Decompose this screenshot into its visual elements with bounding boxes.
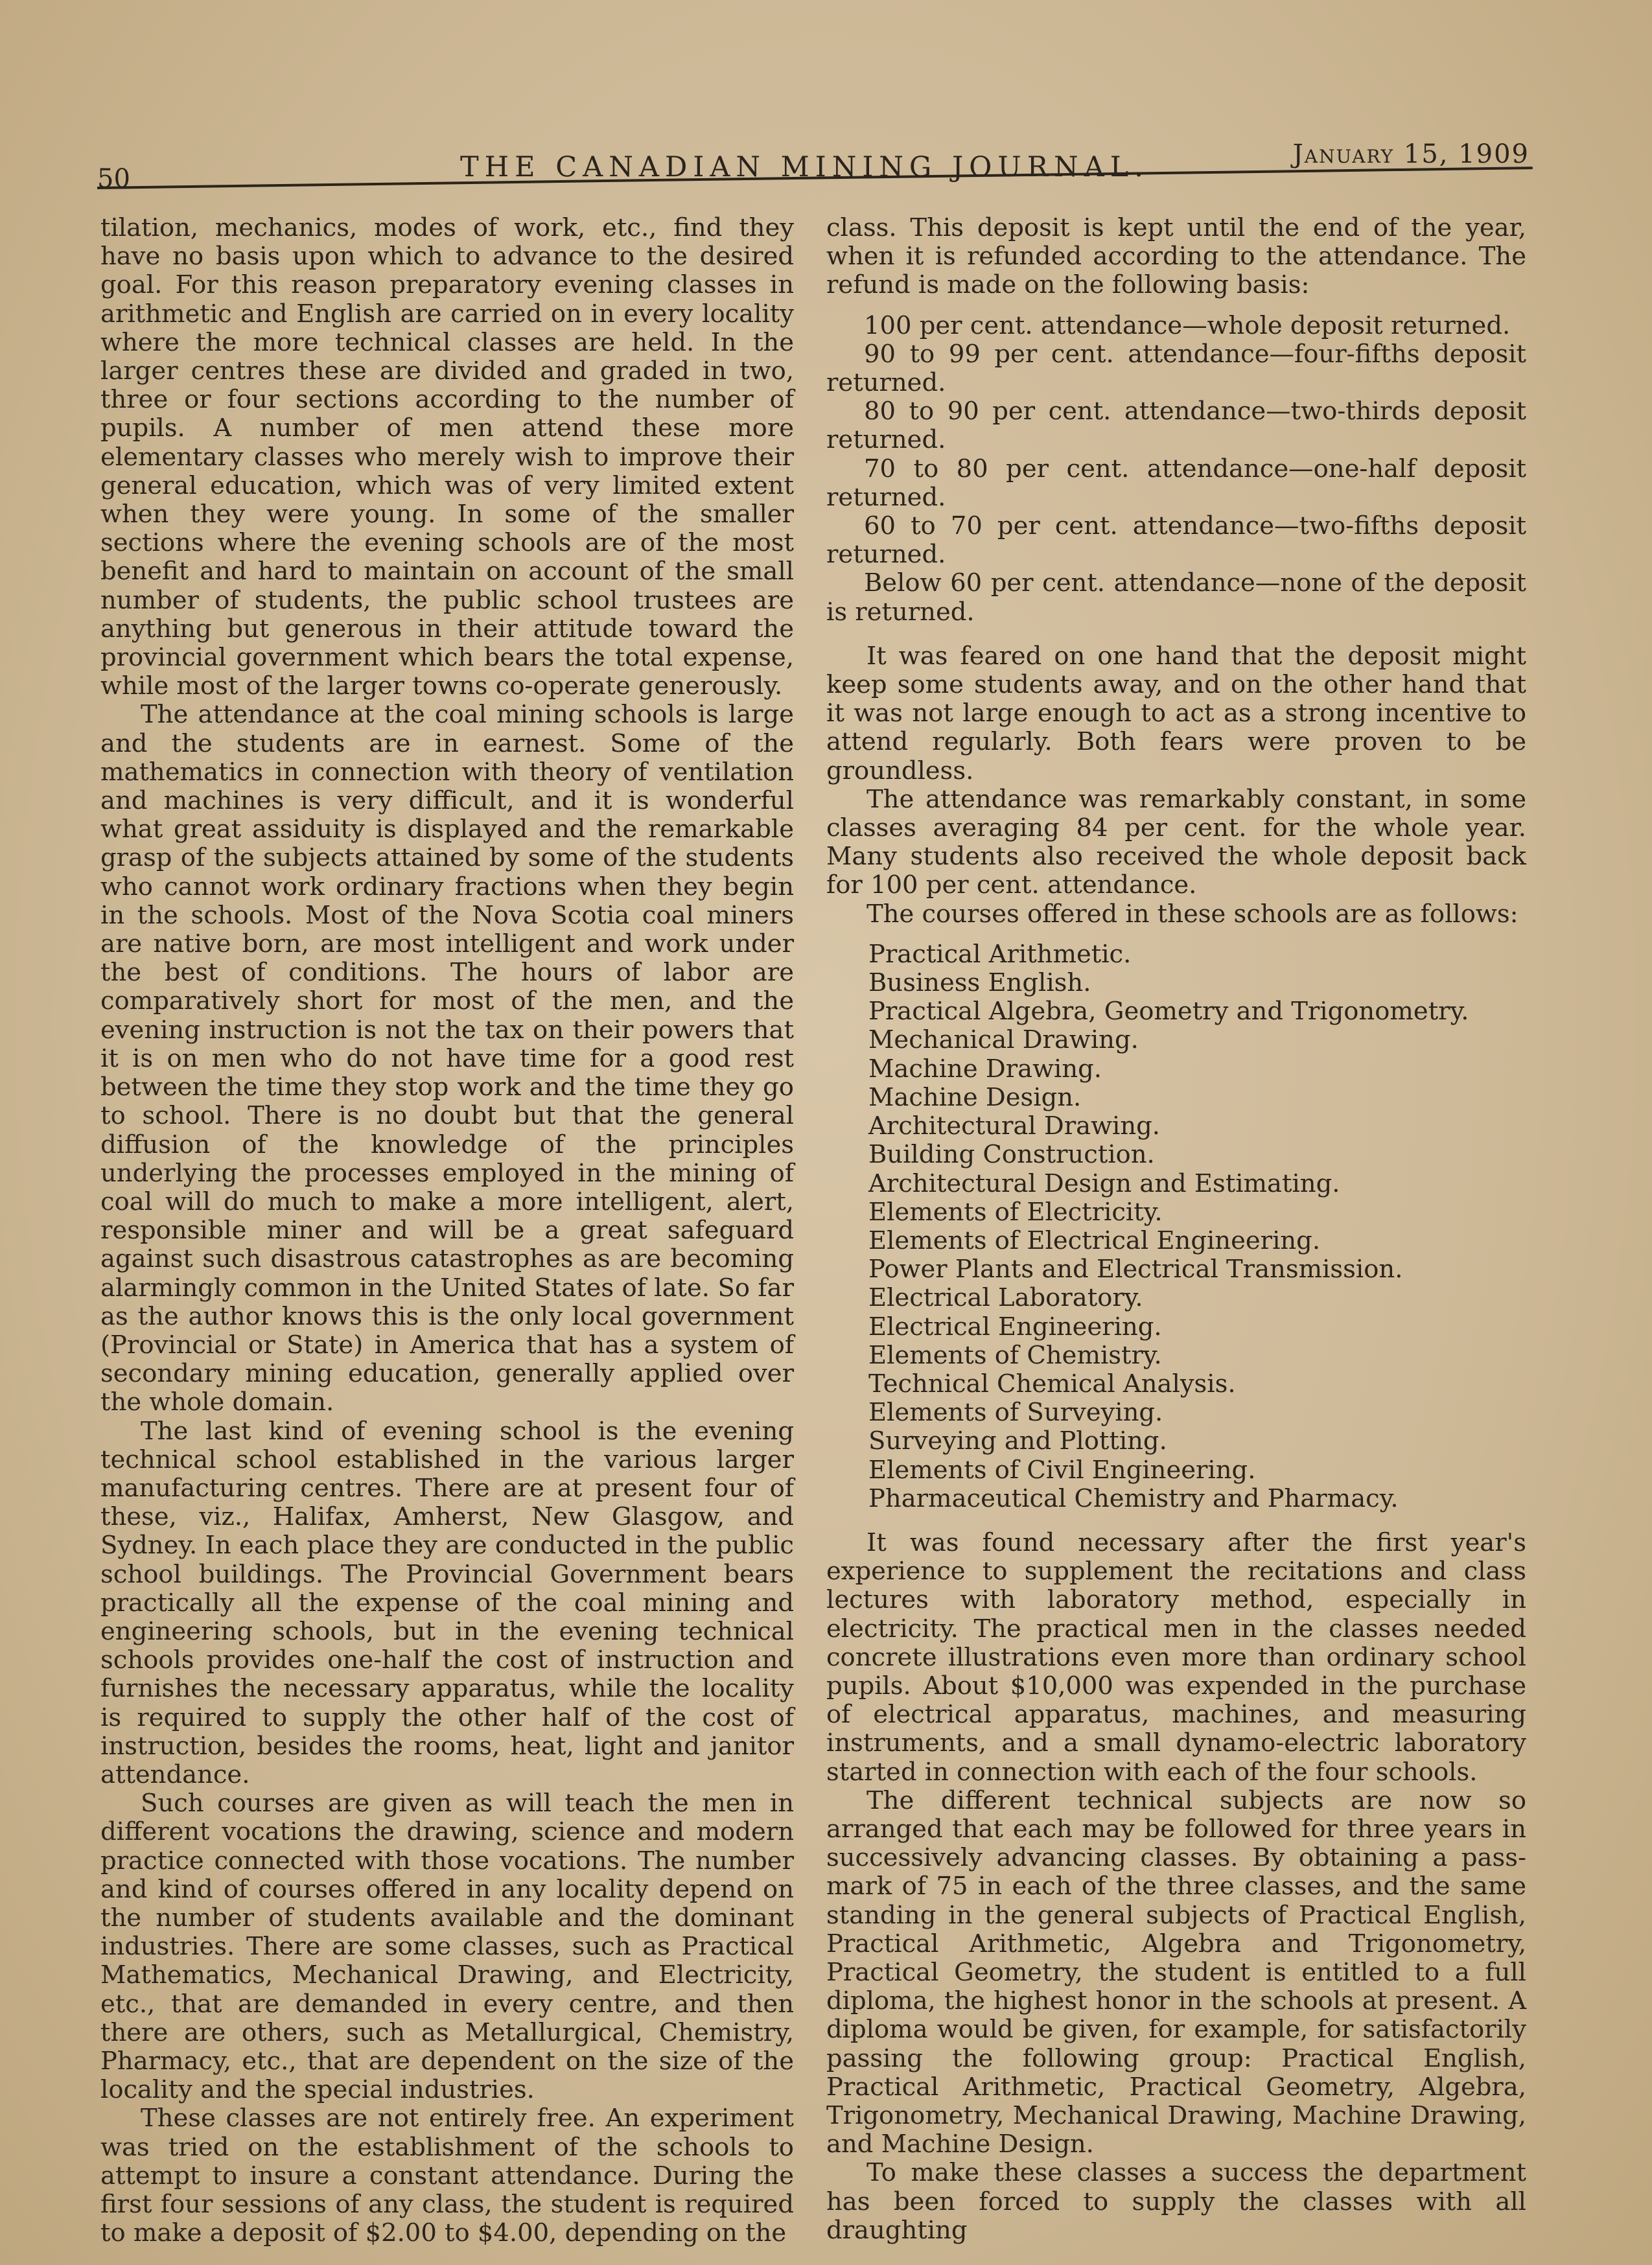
- course-item: Elements of Civil Engineering.: [868, 1455, 1256, 1485]
- course-item: Electrical Engineering.: [868, 1312, 1162, 1342]
- paragraph: The last kind of evening school is the evening technical school established in the various larger manufacturing centres. There are at present four of these, viz., Halifax, Amherst, New Glasgow, and Sydney. In each place they are conducted in the public school buildings. The Provincial Government bears practically all the expense of the coal mining and engineering schools, but in the evening technical schools provides one-half the cost of instruction and furnishes the necessary apparatus, while the locality is required to supply the other half of the cost of instruction, besides the rooms, heat, light and janitor attendance.: [100, 1416, 794, 1789]
- refund-item: 60 to 70 per cent. attendance—two-fifths deposit returned.: [826, 511, 1526, 570]
- paragraph: tilation, mechanics, modes of work, etc., find they have no basis upon which to advance to the desired goal. For this reason preparatory evening classes in arithmetic and English are carried on in every locality where the more technical classes are held. In the larger centres these are divided and graded in two, three or four sections according to the number of pupils. A number of men attend these more elementary classes who merely wish to improve their general education, which was of very limited extent when they were young. In some of the smaller sections where the evening schools are of the most benefit and hard to maintain on account of the small number of students, the public school trustees are anything but generous in their attitude toward the provincial government which bears the total expense, while most of the larger towns co-operate generously.: [100, 213, 794, 701]
- course-item: Architectural Design and Estimating.: [868, 1168, 1340, 1198]
- course-item: Architectural Drawing.: [868, 1111, 1161, 1141]
- course-item: Pharmaceutical Chemistry and Pharmacy.: [868, 1483, 1399, 1513]
- course-list: [826, 940, 1526, 1513]
- course-item: Business English.: [868, 968, 1091, 998]
- paragraph: Such courses are given as will teach the men in different vocations the drawing, science and modern practice connected with those vocations. The number and kind of courses offered in any locality depend on the number of students available and the dominant industries. There are some classes, such as Practical Mathematics, Mechanical Drawing, and Electricity, etc., that are demanded in every centre, and then there are others, such as Metallurgical, Chemistry, Pharmacy, etc., that are dependent on the size of the locality and the special industries.: [100, 1789, 794, 2105]
- refund-item: Below 60 per cent. attendance—none of the deposit is returned.: [826, 568, 1526, 627]
- paragraph: The courses offered in these schools are as follows:: [867, 899, 1518, 929]
- refund-item: 80 to 90 per cent. attendance—two-thirds deposit returned.: [826, 397, 1526, 455]
- paragraph: It was feared on one hand that the deposit might keep some students away, and on the other hand that it was not large enough to act as a strong incentive to attend regularly. Both fears were proven to be groundless.: [826, 641, 1526, 785]
- page-number: 50: [97, 164, 130, 194]
- course-item: Elements of Electricity.: [868, 1197, 1163, 1227]
- journal-title: THE CANADIAN MINING JOURNAL.: [460, 151, 1149, 183]
- course-item: Practical Algebra, Geometry and Trigonometry.: [868, 997, 1469, 1027]
- course-item: Mechanical Drawing.: [868, 1025, 1139, 1055]
- refund-item: 100 per cent. attendance—whole deposit returned.: [864, 310, 1511, 340]
- paragraph: These classes are not entirely free. An experiment was tried on the establishment of the schools to attempt to insure a constant attendance. During the first four sessions of any class, the student is required to make a deposit of $2.00 to $4.00, depending on the: [100, 2104, 794, 2248]
- course-item: Building Construction.: [868, 1140, 1155, 1170]
- paragraph: The attendance at the coal mining schools is large and the students are in earnest. Some of the mathematics in connection with theory of ventilation and machines is very difficult, and it is wonderful what great assiduity is displayed and the remarkable grasp of the subjects attained by some of the students who cannot work ordinary fractions when they begin in the schools. Most of the Nova Scotia coal miners are native born, are most intelligent and work under the best of conditions. The hours of labor are comparatively short for most of the men, and the evening instruction is not the tax on their powers that it is on men who do not have time for a good rest between the time they stop work and the time they go to school. There is no doubt but that the general diffusion of the knowledge of the principles underlying the processes employed in the mining of coal will do much to make a more intelligent, alert, responsible miner and will be a great safeguard against such disastrous catastrophes as are becoming alarmingly common in the United States of late. So far as the author knows this is the only local government (Provincial or State) in America that has a system of secondary mining education, generally applied over the whole domain.: [100, 700, 794, 1417]
- course-item: Machine Design.: [868, 1082, 1082, 1112]
- course-item: Elements of Surveying.: [868, 1398, 1163, 1428]
- paragraph: The attendance was remarkably constant, in some classes averaging 84 per cent. for the whole year. Many students also received the whole deposit back for 100 per cent. attendance.: [826, 784, 1526, 900]
- refund-item: 90 to 99 per cent. attendance—four-fifths deposit returned.: [826, 339, 1526, 398]
- course-item: Practical Arithmetic.: [868, 939, 1132, 969]
- refund-basis-list: [826, 312, 1526, 627]
- refund-item: 70 to 80 per cent. attendance—one-half deposit returned.: [826, 454, 1526, 512]
- issue-date: January 15, 1909: [1292, 139, 1530, 169]
- paragraph: It was found necessary after the first year's experience to supplement the recitations and class lectures with laboratory method, especially in electricity. The practical men in the classes needed concrete illustrations even more than ordinary school pupils. About $10,000 was expended in the purchase of electrical apparatus, machines, and measuring instruments, and a small dynamo-electric laboratory started in connection with each of the four schools.: [826, 1527, 1526, 1787]
- course-item: Elements of Chemistry.: [868, 1340, 1162, 1370]
- course-item: Surveying and Plotting.: [868, 1426, 1167, 1456]
- course-item: Technical Chemical Analysis.: [868, 1369, 1236, 1399]
- course-item: Electrical Laboratory.: [868, 1283, 1143, 1313]
- right-column: [826, 214, 1526, 2245]
- page-header: [97, 133, 1530, 194]
- left-column: [100, 214, 794, 2248]
- paragraph: To make these classes a success the department has been forced to supply the classes with all draughting: [826, 2158, 1526, 2245]
- paragraph: The different technical subjects are now so arranged that each may be followed for three years in successively advancing classes. By obtaining a pass-mark of 75 in each of the three classes, and the same standing in the general subjects of Practical English, Practical Arithmetic, Algebra and Trigonometry, Practical Geometry, the student is entitled to a full diploma, the highest honor in the schools at present. A diploma would be given, for example, for satisfactorily passing the following group: Practical English, Practical Arithmetic, Practical Geometry, Algebra, Trigonometry, Mechanical Drawing, Machine Drawing, and Machine Design.: [826, 1785, 1526, 2159]
- course-item: Elements of Electrical Engineering.: [868, 1225, 1321, 1255]
- paragraph: class. This deposit is kept until the end of the year, when it is refunded according to the attendance. The refund is made on the following basis:: [826, 213, 1526, 300]
- course-item: Power Plants and Electrical Transmission.: [868, 1255, 1403, 1284]
- course-item: Machine Drawing.: [868, 1054, 1102, 1084]
